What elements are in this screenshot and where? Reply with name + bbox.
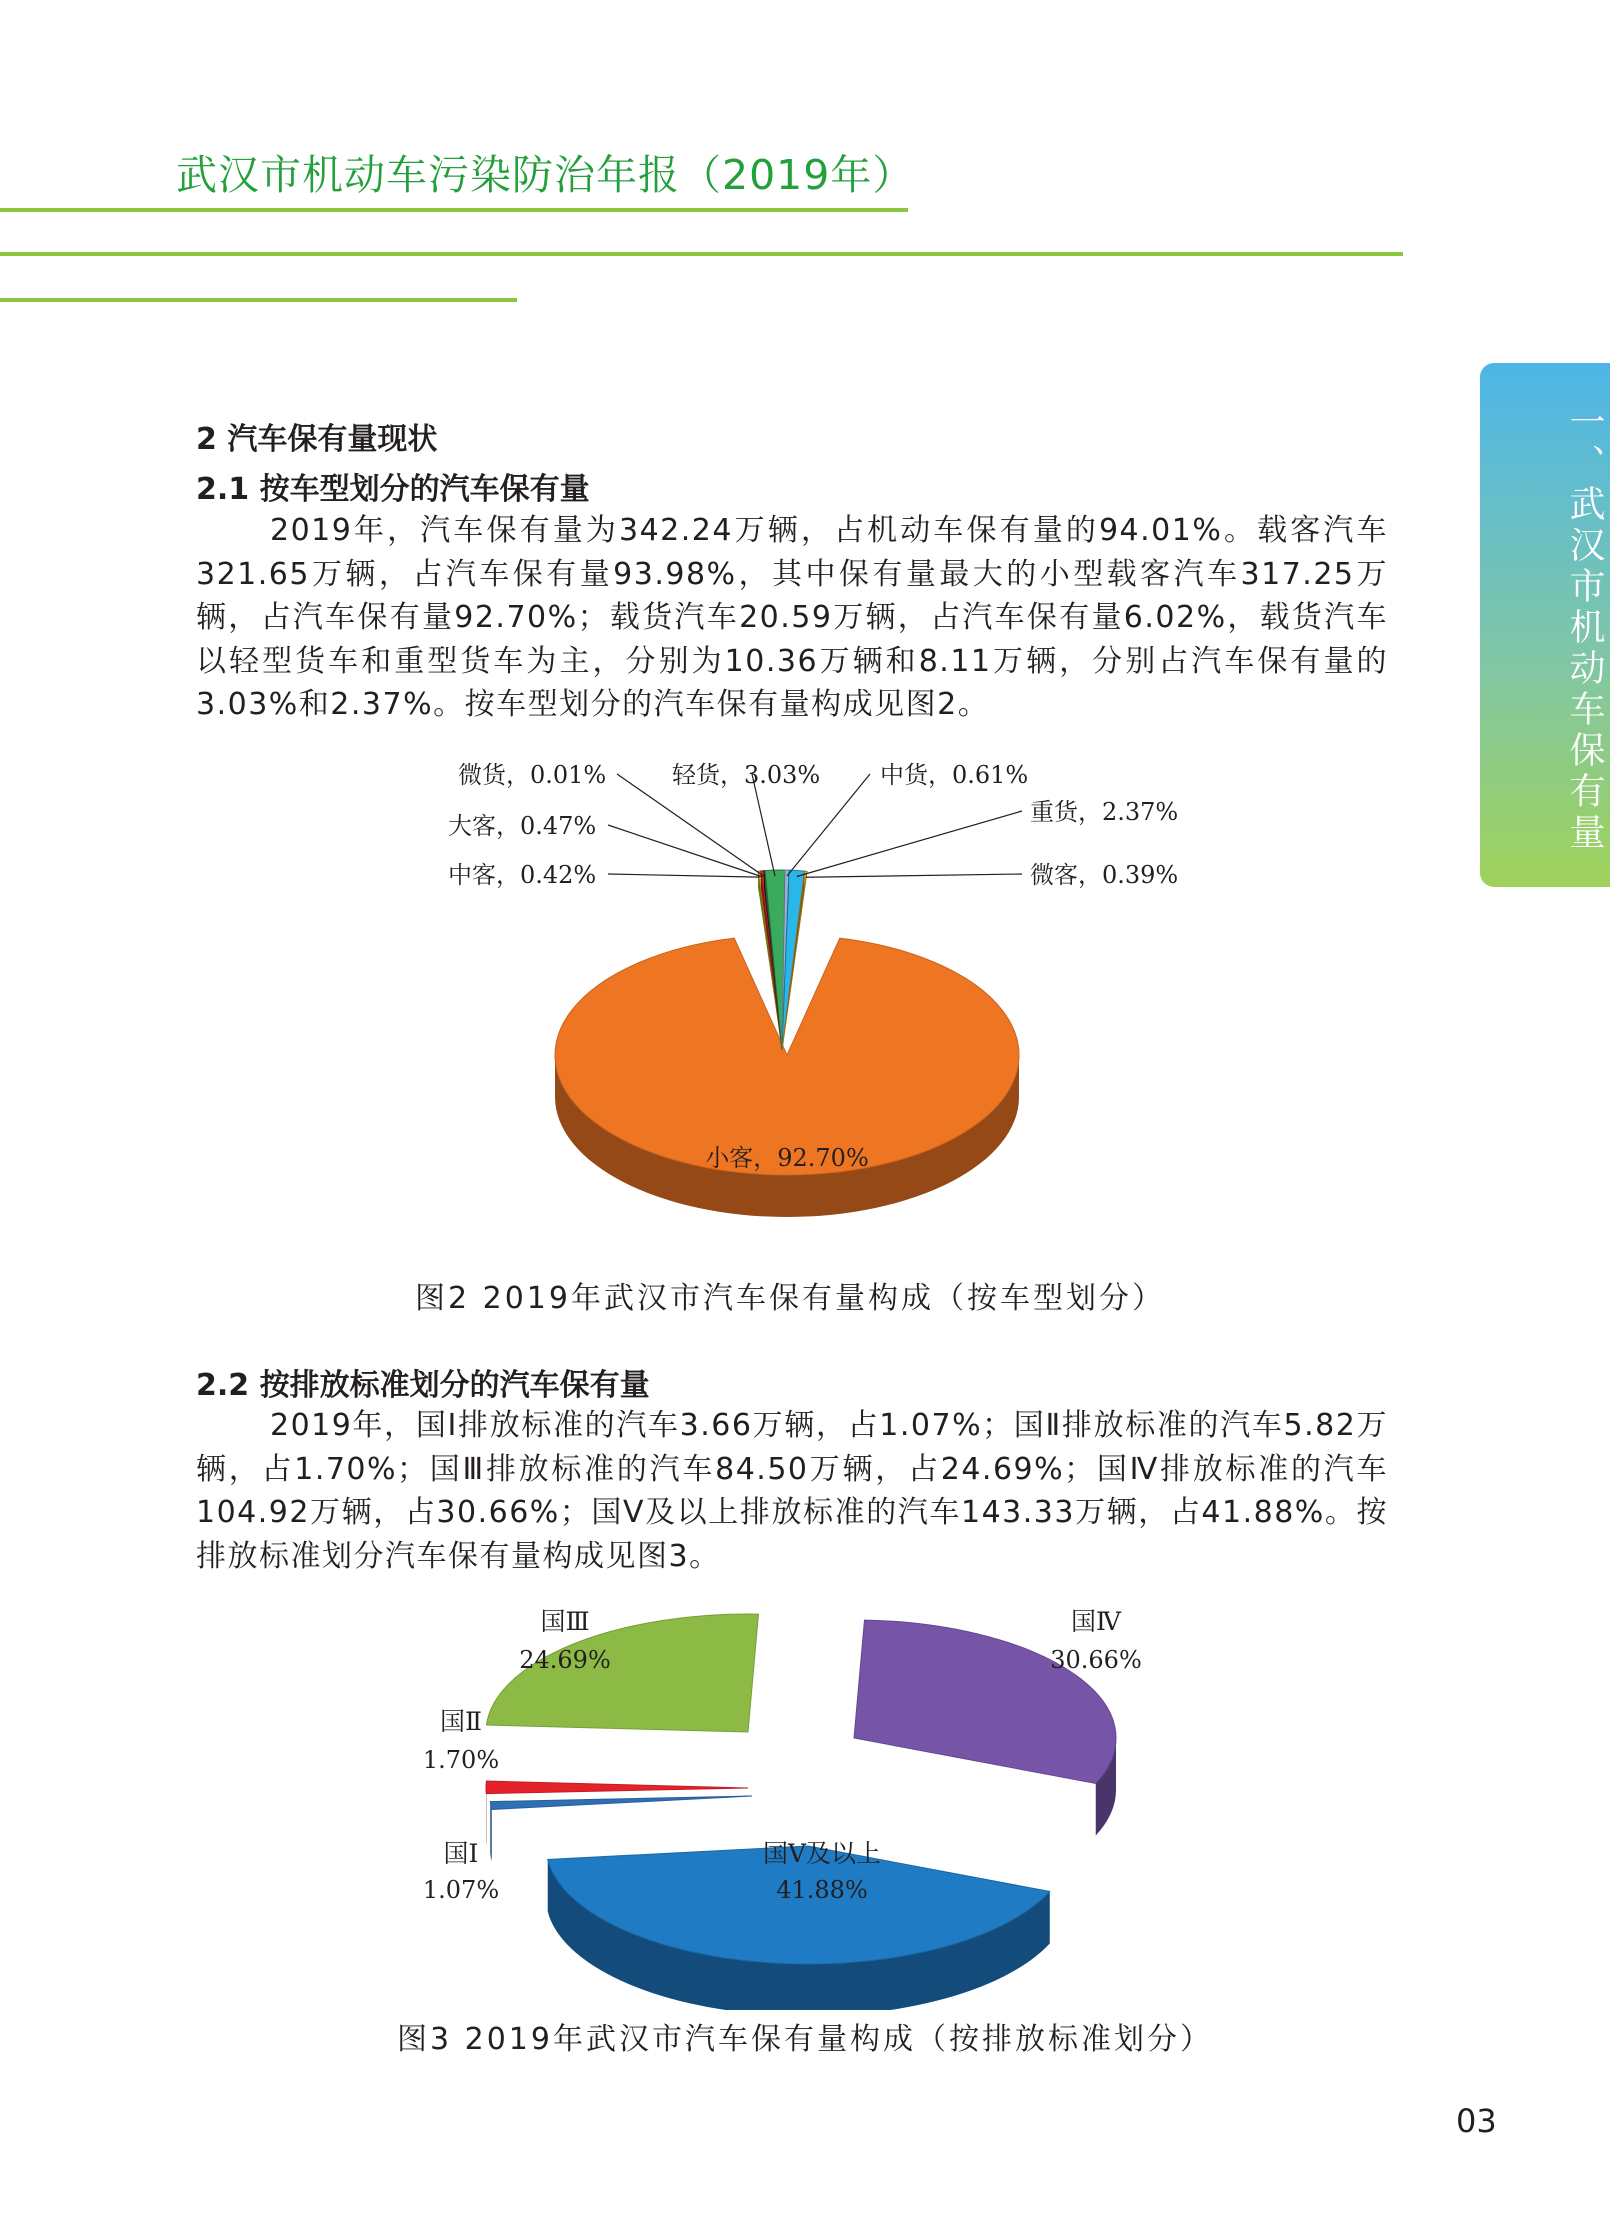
data-label-percent: 1.70% xyxy=(422,1746,500,1774)
page-number: 03 xyxy=(1456,2102,1497,2140)
figure-caption: 图2 2019年武汉市汽车保有量构成（按车型划分） xyxy=(415,1281,1165,1316)
data-label: 中货，0.61% xyxy=(880,761,1029,789)
data-label: 微客，0.39% xyxy=(1030,861,1179,889)
pie-slice xyxy=(548,1846,1050,2010)
figure-caption: 图3 2019年武汉市汽车保有量构成（按排放标准划分） xyxy=(397,2022,1213,2057)
data-label: 轻货，3.03% xyxy=(672,761,821,789)
data-label-percent: 24.69% xyxy=(519,1646,611,1674)
data-label-percent: 41.88% xyxy=(776,1876,868,1904)
data-label-percent: 30.66% xyxy=(1050,1646,1142,1674)
data-label-name: 国Ⅴ及以上 xyxy=(762,1839,882,1868)
subsection-heading: 2.1 按车型划分的汽车保有量 xyxy=(196,472,590,507)
data-label: 小客，92.70% xyxy=(705,1144,869,1172)
data-label-percent: 1.07% xyxy=(422,1876,500,1904)
data-label: 重货，2.37% xyxy=(1030,798,1179,826)
chapter-side-tab-label: 一、武汉市机动车保有量 xyxy=(1564,403,1605,854)
data-label: 中客，0.42% xyxy=(448,861,597,889)
paragraph-text: 2019年，国Ⅰ排放标准的汽车3.66万辆，占1.07%；国Ⅱ排放标准的汽车5.82万辆，占1.70%；国Ⅲ排放标准的汽车84.50万辆，占24.69%；国Ⅳ排放标准的汽车104.92万辆，占30.66%；国Ⅴ及以上排放标准的汽车143.33万辆，占41.88%。按排放标准划分汽车保有量构成见图3。 xyxy=(196,1408,1388,1574)
data-label-name: 国Ⅱ xyxy=(440,1707,482,1736)
paragraph-text: 2019年，汽车保有量为342.24万辆，占机动车保有量的94.01%。载客汽车321.65万辆，占汽车保有量93.98%，其中保有量最大的小型载客汽车317.25万辆，占汽车保有量92.70%；载货汽车20.59万辆，占汽车保有量6.02%，载货汽车以轻型货车和重型货车为主，分别为10.36万辆和8.11万辆，分别占汽车保有量的3.03%和2.37%。按车型划分的汽车保有量构成见图2。 xyxy=(196,513,1388,722)
data-label: 大客，0.47% xyxy=(448,812,597,840)
data-label-name: 国Ⅳ xyxy=(1071,1607,1121,1636)
data-label: 微货，0.01% xyxy=(458,761,607,789)
subsection-heading: 2.2 按排放标准划分的汽车保有量 xyxy=(196,1368,650,1403)
report-title: 武汉市机动车污染防治年报（2019年） xyxy=(176,151,915,199)
section-heading: 2 汽车保有量现状 xyxy=(196,422,438,457)
pie-slice xyxy=(486,1781,748,1846)
data-label-name: 国Ⅲ xyxy=(540,1607,590,1636)
data-label-name: 国Ⅰ xyxy=(443,1839,479,1868)
